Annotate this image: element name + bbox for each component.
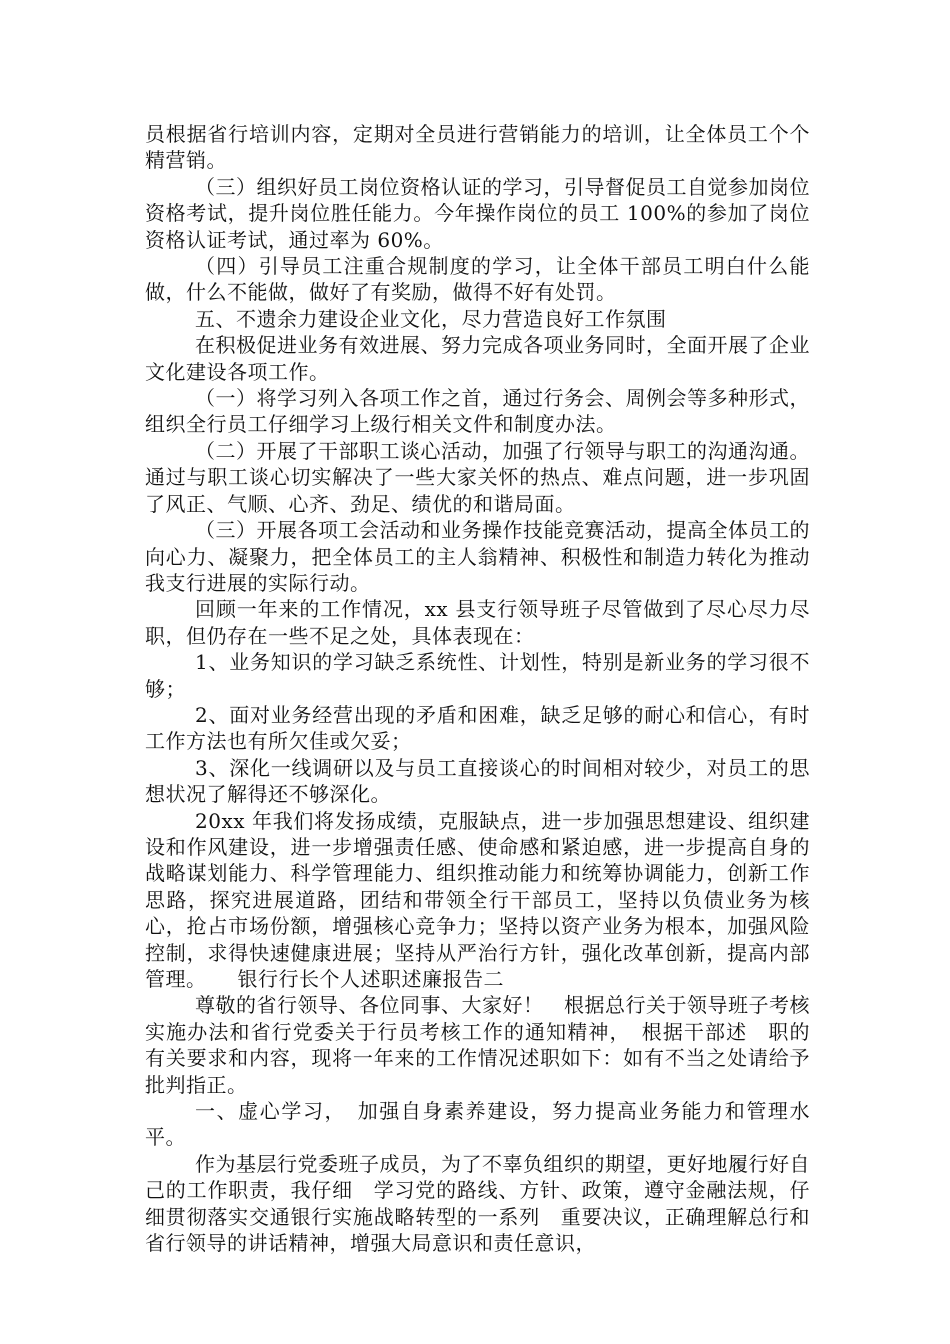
paragraph: 员根据省行培训内容，定期对全员进行营销能力的培训，让全体员工个个精营销。 (145, 122, 810, 173)
paragraph: （三）开展各项工会活动和业务操作技能竞赛活动，提高全体员工的向心力、凝聚力，把全体员工的主人翁精神、积极性和制造力转化为推动我支行进展的实际行动。 (145, 518, 810, 595)
document-body (145, 121, 810, 1256)
paragraph: 在积极促进业务有效进展、努力完成各项业务同时，全面开展了企业文化建设各项工作。 (145, 333, 810, 384)
section-heading: 五、不遗余力建设企业文化，尽力营造良好工作氛围 (195, 306, 667, 331)
paragraph: 尊敬的省行领导、各位同事、大家好！ 根据总行关于领导班子考核实施办法和省行党委关于行员考核工作的通知精神， 根据干部述 职的有关要求和内容，现将一年来的工作情况述职如下：如有不当之处请给予批判指正。 (145, 993, 810, 1097)
paragraph: （三）组织好员工岗位资格认证的学习，引导督促员工自觉参加岗位资格考试，提升岗位胜任能力。今年操作岗位的员工 100%的参加了岗位资格认证考试，通过率为 60%。 (145, 174, 810, 252)
list-item: 1、业务知识的学习缺乏系统性、计划性，特别是新业务的学习很不够； (145, 650, 810, 701)
paragraph: （二）开展了干部职工谈心活动，加强了行领导与职工的沟通沟通。通过与职工谈心切实解决了一些大家关怀的热点、难点问题，进一步巩固了风正、气顺、心齐、劲足、绩优的和谐局面。 (145, 438, 810, 516)
paragraph: 作为基层行党委班子成员，为了不辜负组织的期望，更好地履行好自己的工作职责，我仔细 学习党的路线、方针、政策，遵守金融法规，仔细贯彻落实交通银行实施战略转型的一系列 重要决议，正确理解总行和省行领导的讲话精神，增强大局意识和责任意识， (145, 1151, 810, 1256)
list-item: 2、面对业务经营出现的矛盾和困难，缺乏足够的耐心和信心，有时工作方法也有所欠佳或欠妥； (145, 702, 810, 754)
paragraph: （一）将学习列入各项工作之首，通过行务会、周例会等多种形式，组织全行员工仔细学习上级行相关文件和制度办法。 (145, 386, 810, 437)
list-item: 3、深化一线调研以及与员工直接谈心的时间相对较少，对员工的思想状况了解得还不够深化。 (145, 755, 810, 807)
section-heading: 一、虚心学习， 加强自身素养建设，努力提高业务能力和管理水平。 (145, 1099, 810, 1150)
paragraph: 20xx 年我们将发扬成绩，克服缺点，进一步加强思想建设、组织建设和作风建设，进一步增强责任感、使命感和紧迫感，进一步提高自身的战略谋划能力、科学管理能力、组织推动能力和统筹协调能力，创新工作思路，探究进展道路，团结和带领全行干部员工，坚持以负债业务为核心，抢占市场份额，增强核心竞争力；坚持以资产业务为根本，加强风险控制，求得快速健康进展；坚持从严治行方针，强化改革创新，提高内部管理。 银行行长个人述职述廉报告二 (145, 808, 810, 991)
paragraph: （四）引导员工注重合规制度的学习，让全体干部员工明白什么能做，什么不能做，做好了有奖励，做得不好有处罚。 (145, 254, 810, 305)
paragraph: 回顾一年来的工作情况，xx 县支行领导班子尽管做到了尽心尽力尽职，但仍存在一些不足之处，具体表现在： (145, 597, 810, 648)
